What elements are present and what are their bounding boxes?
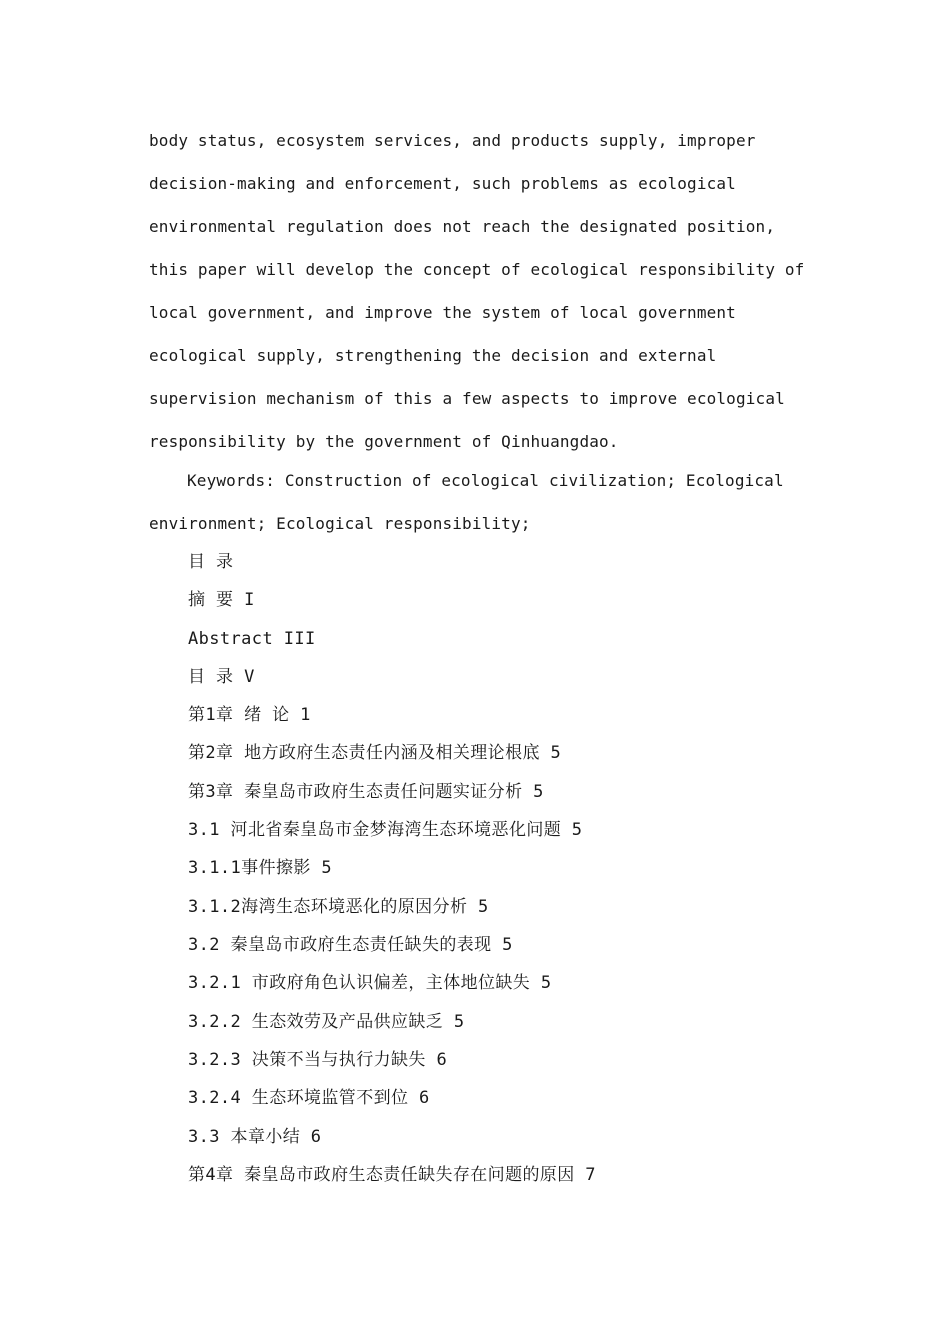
- toc-item: 3.2.1 市政府角色认识偏差，主体地位缺失 5: [188, 973, 552, 993]
- toc-item: 3.1.1事件擦影 5: [188, 858, 333, 878]
- abstract-line: supervision mechanism of this a few aspects to improve ecological: [149, 389, 785, 408]
- toc-item: 3.2.3 决策不当与执行力缺失 6: [188, 1050, 448, 1070]
- toc-item: 3.3 本章小结 6: [188, 1127, 322, 1147]
- toc-item: 3.2.4 生态环境监管不到位 6: [188, 1088, 430, 1108]
- toc-item: 3.2 秦皇岛市政府生态责任缺失的表现 5: [188, 935, 513, 955]
- abstract-line: environmental regulation does not reach the designated position,: [149, 217, 776, 236]
- toc-item: 第3章 秦皇岛市政府生态责任问题实证分析 5: [188, 782, 544, 802]
- toc-item: 目 录 V: [188, 667, 255, 687]
- toc-heading: 目 录: [188, 552, 234, 572]
- toc-item: Abstract III: [188, 629, 316, 649]
- abstract-line: body status, ecosystem services, and products supply, improper: [149, 131, 756, 150]
- toc-item: 3.1 河北省秦皇岛市金梦海湾生态环境恶化问题 5: [188, 820, 583, 840]
- keywords-line: environment; Ecological responsibility;: [149, 514, 531, 533]
- abstract-line: responsibility by the government of Qinhuangdao.: [149, 432, 619, 451]
- abstract-line: decision-making and enforcement, such problems as ecological: [149, 174, 736, 193]
- abstract-line: local government, and improve the system of local government: [149, 303, 736, 322]
- toc-item: 3.1.2海湾生态环境恶化的原因分析 5: [188, 897, 489, 917]
- toc-item: 摘 要 I: [188, 590, 255, 610]
- toc-item: 第2章 地方政府生态责任内涵及相关理论根底 5: [188, 743, 562, 763]
- abstract-line: this paper will develop the concept of ecological responsibility of: [149, 260, 805, 279]
- toc-item: 第4章 秦皇岛市政府生态责任缺失存在问题的原因 7: [188, 1165, 596, 1185]
- toc-item: 3.2.2 生态效劳及产品供应缺乏 5: [188, 1012, 465, 1032]
- abstract-line: ecological supply, strengthening the decision and external: [149, 346, 717, 365]
- keywords-line: Keywords: Construction of ecological civilization; Ecological: [187, 471, 784, 490]
- toc-item: 第1章 绪 论 1: [188, 705, 311, 725]
